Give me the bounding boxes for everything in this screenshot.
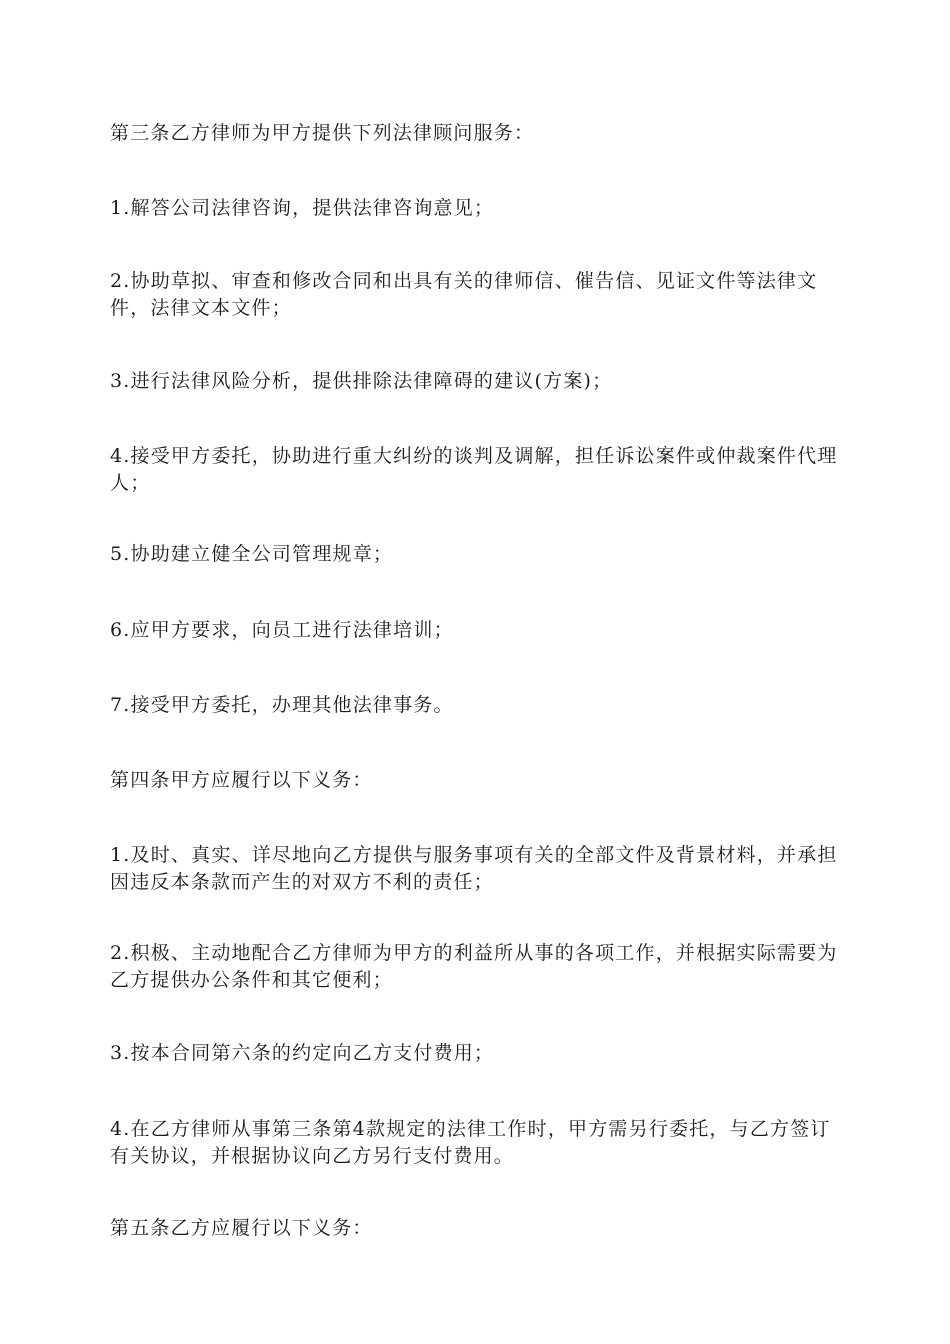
article-3-item-1: 1.解答公司法律咨询，提供法律咨询意见；	[110, 197, 495, 219]
article-4-item-3: 3.按本合同第六条的约定向乙方支付费用；	[110, 1042, 495, 1064]
article-3-item-4: 4.接受甲方委托，协助进行重大纠纷的谈判及调解，担任诉讼案件或仲裁案件代理人；	[110, 445, 838, 494]
article-3-item-7: 7.接受甲方委托，办理其他法律事务。	[110, 694, 454, 716]
article-3-item-2: 2.协助草拟、审查和修改合同和出具有关的律师信、催告信、见证文件等法律文件，法律文本文件；	[110, 270, 818, 319]
article-4-item-1: 1.及时、真实、详尽地向乙方提供与服务事项有关的全部文件及背景材料，并承担因违反本条款而产生的对双方不利的责任；	[110, 844, 838, 893]
article-4-heading: 第四条甲方应履行以下义务：	[110, 769, 373, 791]
article-3-heading: 第三条乙方律师为甲方提供下列法律顾问服务：	[110, 122, 535, 144]
article-3-item-5: 5.协助建立健全公司管理规章；	[110, 543, 394, 565]
article-4-item-2: 2.积极、主动地配合乙方律师为甲方的利益所从事的各项工作，并根据实际需要为乙方提供办公条件和其它便利；	[110, 942, 838, 991]
article-3-item-3: 3.进行法律风险分析，提供排除法律障碍的建议(方案)；	[110, 370, 613, 392]
article-5-heading: 第五条乙方应履行以下义务：	[110, 1217, 373, 1239]
article-3-item-6: 6.应甲方要求，向员工进行法律培训；	[110, 619, 454, 641]
article-4-item-4: 4.在乙方律师从事第三条第4款规定的法律工作时，甲方需另行委托，与乙方签订有关协议，并根据协议向乙方另行支付费用。	[110, 1118, 831, 1167]
